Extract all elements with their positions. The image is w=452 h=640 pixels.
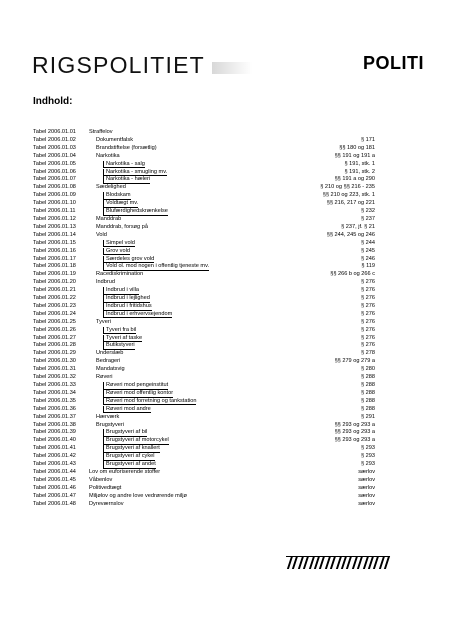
toc-table-number: Tabel 2006.01.23 [33, 302, 76, 309]
toc-entry[interactable] [33, 327, 375, 335]
toc-title: Politivedtægt [89, 484, 122, 491]
toc-law-reference: særlov [358, 484, 375, 491]
toc-title: Tyveri af taske [103, 335, 142, 343]
toc-entry[interactable] [33, 437, 375, 445]
toc-law-reference: § 288 [361, 397, 375, 404]
toc-table-number: Tabel 2006.01.44 [33, 468, 76, 475]
toc-title: Røveri mod andre [103, 406, 151, 414]
toc-table-number: Tabel 2006.01.25 [33, 318, 76, 325]
toc-law-reference: §§ 191 a og 290 [334, 176, 375, 183]
toc-law-reference: §§ 210 og 223, stk. 1 [322, 192, 375, 199]
toc-law-reference: § 288 [361, 389, 375, 396]
toc-law-reference: § 276 [361, 302, 375, 309]
toc-law-reference: § 293 [361, 461, 375, 468]
toc-law-reference: § 276 [361, 334, 375, 341]
toc-title: Narkotika - hæleri [103, 176, 150, 184]
toc-table-number: Tabel 2006.01.01 [33, 129, 76, 135]
toc-table-number: Tabel 2006.01.32 [33, 374, 76, 381]
toc-entry[interactable] [33, 319, 375, 327]
toc-table-number: Tabel 2006.01.04 [33, 152, 76, 159]
toc-table-number: Tabel 2006.01.41 [33, 445, 76, 452]
toc-entry[interactable] [33, 295, 375, 303]
toc-table-number: Tabel 2006.01.33 [33, 382, 76, 388]
toc-entry[interactable] [33, 256, 375, 264]
toc-law-reference: § 246 [361, 255, 375, 262]
toc-table-number: Tabel 2006.01.18 [33, 263, 76, 270]
toc-entry[interactable] [33, 153, 375, 161]
toc-law-reference: § 288 [361, 405, 375, 412]
toc-entry[interactable] [33, 271, 375, 279]
toc-entry[interactable] [33, 263, 375, 271]
toc-table-number: Tabel 2006.01.13 [33, 223, 76, 230]
toc-title: Bedrageri [96, 358, 121, 365]
toc-entry[interactable] [33, 350, 375, 358]
toc-table-number: Tabel 2006.01.47 [33, 492, 76, 499]
toc-table-number: Tabel 2006.01.03 [33, 144, 76, 151]
toc-table-number: Tabel 2006.01.02 [33, 136, 76, 143]
toc-table-number: Tabel 2006.01.09 [33, 192, 76, 199]
politi-stripe-logo-icon [286, 556, 390, 570]
toc-title: Brugstyveri af bil [103, 429, 147, 437]
toc-entry[interactable] [33, 485, 375, 493]
toc-law-reference: § 276 [361, 287, 375, 294]
toc-title: Dyreværnslov [89, 500, 124, 507]
toc-title: Straffelov [89, 129, 113, 135]
toc-law-reference: særlov [358, 492, 375, 499]
toc-law-reference: §§ 293 og 293 a [334, 429, 375, 436]
toc-law-reference: § 276 [361, 279, 375, 286]
toc-table-number: Tabel 2006.01.12 [33, 215, 76, 222]
toc-law-reference: § 171 [361, 136, 375, 143]
toc-law-reference: §§ 266 b og 266 c [330, 271, 375, 278]
toc-law-reference: § 288 [361, 382, 375, 388]
toc-table-number: Tabel 2006.01.34 [33, 389, 76, 396]
toc-title: Racediskrimination [96, 271, 144, 278]
toc-title: Narkotika - salg [103, 161, 145, 169]
toc-entry[interactable] [33, 406, 375, 414]
toc-entry[interactable] [33, 192, 375, 200]
toc-law-reference: § 210 og §§ 216 - 235 [320, 184, 375, 191]
toc-title: Tyveri [96, 318, 111, 325]
toc-table-number: Tabel 2006.01.31 [33, 366, 76, 373]
toc-table-number: Tabel 2006.01.27 [33, 334, 76, 341]
toc-law-reference: § 276 [361, 342, 375, 349]
toc-title: Hærværk [96, 413, 120, 420]
toc-table-number: Tabel 2006.01.07 [33, 176, 76, 183]
toc-table-number: Tabel 2006.01.11 [33, 208, 76, 215]
toc-title: Narkotika [96, 152, 120, 159]
toc-law-reference: §§ 191 og 191 a [334, 152, 375, 159]
toc-law-reference: § 293 [361, 453, 375, 460]
toc-law-reference: § 288 [361, 374, 375, 381]
toc-table-number: Tabel 2006.01.39 [33, 429, 76, 436]
toc-table-number: Tabel 2006.01.16 [33, 247, 76, 254]
toc-entry[interactable] [33, 422, 375, 430]
toc-title: Vold [96, 231, 107, 238]
toc-law-reference: § 291 [361, 413, 375, 420]
stripe-logo-bar [384, 556, 390, 569]
toc-title: Voldtægt mv. [103, 200, 138, 208]
toc-law-reference: § 237 [361, 215, 375, 222]
toc-title: Vold ol. mod nogen i offentlig tjeneste mv. [103, 263, 209, 271]
toc-table-number: Tabel 2006.01.08 [33, 184, 76, 191]
toc-table-number: Tabel 2006.01.40 [33, 437, 76, 444]
toc-table-number: Tabel 2006.01.19 [33, 271, 76, 278]
toc-entry[interactable] [33, 398, 375, 406]
contents-heading: Indhold: [33, 96, 73, 107]
toc-title: Indbrud i lejlighed [103, 295, 150, 303]
toc-entry[interactable] [33, 240, 375, 248]
toc-table-number: Tabel 2006.01.43 [33, 461, 76, 468]
toc-title: Røveri mod offentlig kontor [103, 390, 173, 398]
page-header [32, 52, 424, 78]
toc-entry[interactable] [33, 224, 375, 232]
toc-title: Lov om euforiserende stoffer [89, 468, 161, 475]
toc-title: Brugstyveri af cykel [103, 453, 155, 461]
toc-entry[interactable] [33, 161, 375, 169]
toc-entry[interactable] [33, 279, 375, 287]
toc-title: Underslæb [96, 350, 124, 357]
toc-title: Tyveri fra bil [103, 327, 136, 335]
toc-entry[interactable] [33, 303, 375, 311]
toc-entry[interactable] [33, 311, 375, 319]
toc-entry[interactable] [33, 169, 375, 177]
toc-entry[interactable] [33, 342, 375, 350]
toc-title: Røveri [96, 374, 113, 381]
toc-entry[interactable] [33, 358, 375, 366]
toc-entry[interactable] [33, 137, 375, 145]
toc-entry[interactable] [33, 248, 375, 256]
toc-entry[interactable] [33, 208, 375, 216]
toc-law-reference: § 237, jf. § 21 [341, 223, 375, 230]
toc-law-reference: § 278 [361, 350, 375, 357]
toc-law-reference: særlov [358, 500, 375, 507]
toc-law-reference: § 276 [361, 326, 375, 333]
toc-entry[interactable] [33, 390, 375, 398]
toc-entry[interactable] [33, 176, 375, 184]
toc-entry[interactable] [33, 445, 375, 453]
toc-entry[interactable] [33, 366, 375, 374]
toc-law-reference: §§ 293 og 293 a [334, 437, 375, 444]
toc-law-reference: § 276 [361, 295, 375, 302]
rigspolitiet-logo-text: RIGSPOLITIET [32, 52, 205, 78]
toc-law-reference: §§ 216, 217 og 221 [326, 200, 375, 207]
toc-entry[interactable] [33, 414, 375, 422]
toc-title: Dokumentfalsk [96, 136, 133, 143]
toc-table-number: Tabel 2006.01.29 [33, 350, 76, 357]
toc-title: Indbrud [96, 279, 115, 286]
toc-entry[interactable] [33, 184, 375, 192]
toc-table-number: Tabel 2006.01.26 [33, 326, 76, 333]
toc-title: Manddrab [96, 215, 122, 222]
toc-title: Våbenlov [89, 476, 113, 483]
toc-title: Blodskam [103, 192, 131, 200]
toc-entry[interactable] [33, 453, 375, 461]
toc-title: Røveri mod forretning og tankstation [103, 398, 196, 406]
toc-law-reference: særlov [358, 476, 375, 483]
toc-title: Indbrud i villa [103, 287, 139, 295]
toc-title: Brandstiftelse (forsætlig) [96, 144, 157, 151]
toc-table-number: Tabel 2006.01.37 [33, 413, 76, 420]
toc-law-reference: § 245 [361, 247, 375, 254]
toc-title: Brugstyveri af andet [103, 461, 156, 469]
toc-title: Miljølov og andre love vedrørende miljø [89, 492, 187, 499]
toc-law-reference: særlov [358, 468, 375, 475]
toc-table-number: Tabel 2006.01.15 [33, 239, 76, 246]
toc-entry[interactable] [33, 461, 375, 469]
toc-entry[interactable] [33, 501, 375, 509]
table-of-contents [33, 129, 375, 509]
toc-table-number: Tabel 2006.01.14 [33, 231, 76, 238]
toc-table-number: Tabel 2006.01.48 [33, 500, 76, 507]
toc-entry[interactable] [33, 477, 375, 485]
toc-table-number: Tabel 2006.01.28 [33, 342, 76, 349]
toc-entry[interactable] [33, 232, 375, 240]
politi-logo-text: POLITI [363, 53, 424, 73]
toc-table-number: Tabel 2006.01.42 [33, 453, 76, 460]
toc-table-number: Tabel 2006.01.22 [33, 295, 76, 302]
toc-law-reference: § 280 [361, 366, 375, 373]
toc-law-reference: § 276 [361, 318, 375, 325]
toc-title: Brugstyveri [96, 421, 124, 428]
toc-law-reference: § 191, stk. 1 [344, 160, 375, 167]
toc-title: Butikstyveri [103, 342, 135, 350]
toc-table-number: Tabel 2006.01.17 [33, 255, 76, 262]
toc-title: Narkotika - smugling mv. [103, 169, 167, 177]
toc-entry[interactable] [33, 145, 375, 153]
toc-law-reference: § 276 [361, 310, 375, 317]
toc-table-number: Tabel 2006.01.06 [33, 168, 76, 175]
toc-law-reference: §§ 244, 245 og 246 [326, 231, 375, 238]
toc-title: Indbrud i erhvervsejendom [103, 311, 172, 319]
toc-title: Grov vold [103, 248, 130, 256]
toc-entry[interactable] [33, 287, 375, 295]
toc-table-number: Tabel 2006.01.45 [33, 476, 76, 483]
toc-law-reference: § 119 [361, 263, 375, 270]
toc-law-reference: §§ 293 og 293 a [334, 421, 375, 428]
toc-table-number: Tabel 2006.01.35 [33, 397, 76, 404]
toc-title: Simpel vold [103, 240, 135, 248]
toc-table-number: Tabel 2006.01.10 [33, 200, 76, 207]
toc-title: Indbrud i fritidshus [103, 303, 152, 311]
toc-law-reference: §§ 180 og 181 [339, 144, 375, 151]
toc-entry[interactable] [33, 469, 375, 477]
toc-table-number: Tabel 2006.01.30 [33, 358, 76, 365]
toc-entry[interactable] [33, 374, 375, 382]
logo-fade-decoration [212, 62, 252, 74]
toc-law-reference: § 244 [361, 239, 375, 246]
toc-table-number: Tabel 2006.01.46 [33, 484, 76, 491]
toc-entry[interactable] [33, 129, 375, 137]
toc-title: Brugstyveri af motorcykel [103, 437, 169, 445]
toc-title: Sædelighed [96, 184, 126, 191]
toc-entry[interactable] [33, 216, 375, 224]
toc-title: Blufærdighedskrænkelse [103, 208, 168, 216]
toc-table-number: Tabel 2006.01.38 [33, 421, 76, 428]
toc-table-number: Tabel 2006.01.21 [33, 287, 76, 294]
toc-entry[interactable] [33, 382, 375, 390]
toc-title: Røveri mod pengeinstitut [103, 382, 168, 390]
toc-law-reference: §§ 279 og 279 a [334, 358, 375, 365]
toc-law-reference: § 191, stk. 2 [344, 168, 375, 175]
toc-table-number: Tabel 2006.01.20 [33, 279, 76, 286]
toc-title: Manddrab, forsøg på [96, 223, 148, 230]
toc-entry[interactable] [33, 200, 375, 208]
toc-title: Særdeles grov vold [103, 256, 154, 264]
toc-table-number: Tabel 2006.01.05 [33, 160, 76, 167]
toc-table-number: Tabel 2006.01.36 [33, 405, 76, 412]
toc-entry[interactable] [33, 335, 375, 343]
toc-table-number: Tabel 2006.01.24 [33, 310, 76, 317]
toc-law-reference: § 293 [361, 445, 375, 452]
toc-entry[interactable] [33, 429, 375, 437]
toc-title: Mandatsvig [96, 366, 125, 373]
toc-law-reference: § 232 [361, 208, 375, 215]
toc-title: Brugstyveri af knallert [103, 445, 160, 453]
toc-entry[interactable] [33, 493, 375, 501]
